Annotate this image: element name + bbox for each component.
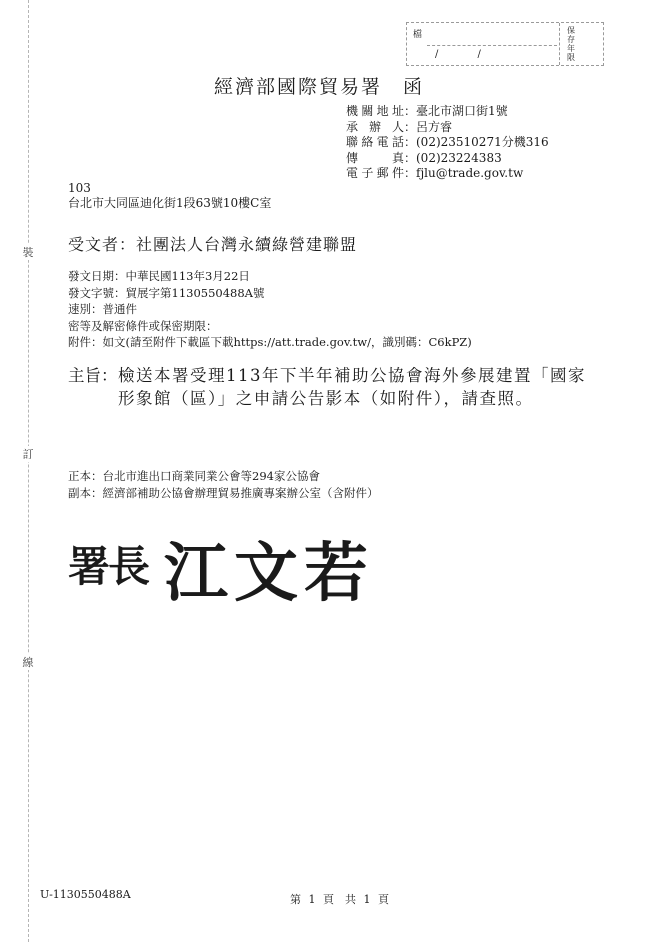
sender-value: fjlu@trade.gov.tw <box>416 166 524 180</box>
attachment-line: 附件：如文(請至附件下載區下載https://att.trade.gov.tw/，識別碼：C6kPZ) <box>68 335 472 349</box>
binding-mark-xian: 線 <box>22 656 34 669</box>
recipient-address <box>68 181 271 211</box>
signature-name: 江文若 <box>164 537 375 611</box>
sender-key: 電子郵件 <box>346 166 404 180</box>
sender-key: 機關地址 <box>346 104 404 118</box>
sender-fax-row: 傳 真 ： (02)23224383 <box>346 150 502 165</box>
document-meta <box>68 268 472 351</box>
archive-separator <box>559 23 560 65</box>
zip-code: 103 <box>68 181 91 195</box>
sender-phone-row: 聯絡電話 ： (02)23510271分機316 <box>346 135 549 149</box>
archive-file-label: 檔 <box>413 30 423 40</box>
sender-value: 臺北市湖口街1號 <box>416 104 508 118</box>
sender-value: 呂方睿 <box>416 119 453 134</box>
original-recipients: 正本：台北市進出口商業同業公會等294家公協會 <box>68 469 320 483</box>
sender-value: (02)23224383 <box>416 150 502 165</box>
binding-line <box>28 0 29 942</box>
subject-text: 檢送本署受理113年下半年補助公協會海外參展建置「國家形象館（區）」之申請公告影本（如附件），請查照。 <box>118 366 586 408</box>
sender-key: 聯絡電話 <box>346 135 404 149</box>
footer-doc-number: U-1130550488A <box>40 888 131 901</box>
speed-class: 速別：普通件 <box>68 302 137 316</box>
sender-address-row: 機關地址 ： 臺北市湖口街1號 <box>346 104 508 118</box>
archive-slashes: / / <box>435 49 499 60</box>
distribution <box>68 468 379 502</box>
sender-key: 承 辦 人 <box>346 119 404 134</box>
archive-box <box>406 22 604 66</box>
archive-divider <box>427 45 557 46</box>
subject-label: 主旨： <box>68 366 118 385</box>
signature-title: 署長 <box>68 542 149 591</box>
sender-value: (02)23510271分機316 <box>416 135 549 149</box>
sender-key: 傳 真 <box>346 150 404 165</box>
receiver: 受文者：社團法人台灣永續綠營建聯盟 <box>68 235 358 254</box>
issue-number: 發文字號：貿展字第1130550488A號 <box>68 285 265 300</box>
binding-mark-ding: 訂 <box>22 448 34 461</box>
archive-retention-label: 保存年限 <box>567 26 575 62</box>
binding-mark-zhuang: 裝 <box>22 246 34 259</box>
document-title: 經濟部國際貿易署 函 <box>214 76 425 98</box>
subject <box>68 364 598 410</box>
issue-date: 發文日期：中華民國113年3月22日 <box>68 269 250 283</box>
signature-stamp <box>68 522 374 614</box>
footer-page-number: 第 1 頁 共 1 頁 <box>290 893 389 906</box>
copy-recipients: 副本：經濟部補助公協會辦理貿易推廣專案辦公室（含附件） <box>68 486 379 500</box>
sender-email-row: 電子郵件 ： fjlu@trade.gov.tw <box>346 166 524 180</box>
address-line: 台北市大同區迪化街1段63號10樓C室 <box>68 196 272 210</box>
sender-contact-row: 承 辦 人 ： 呂方睿 <box>346 119 453 134</box>
secrecy-class: 密等及解密條件或保密期限： <box>68 318 218 333</box>
sender-info <box>346 104 549 182</box>
